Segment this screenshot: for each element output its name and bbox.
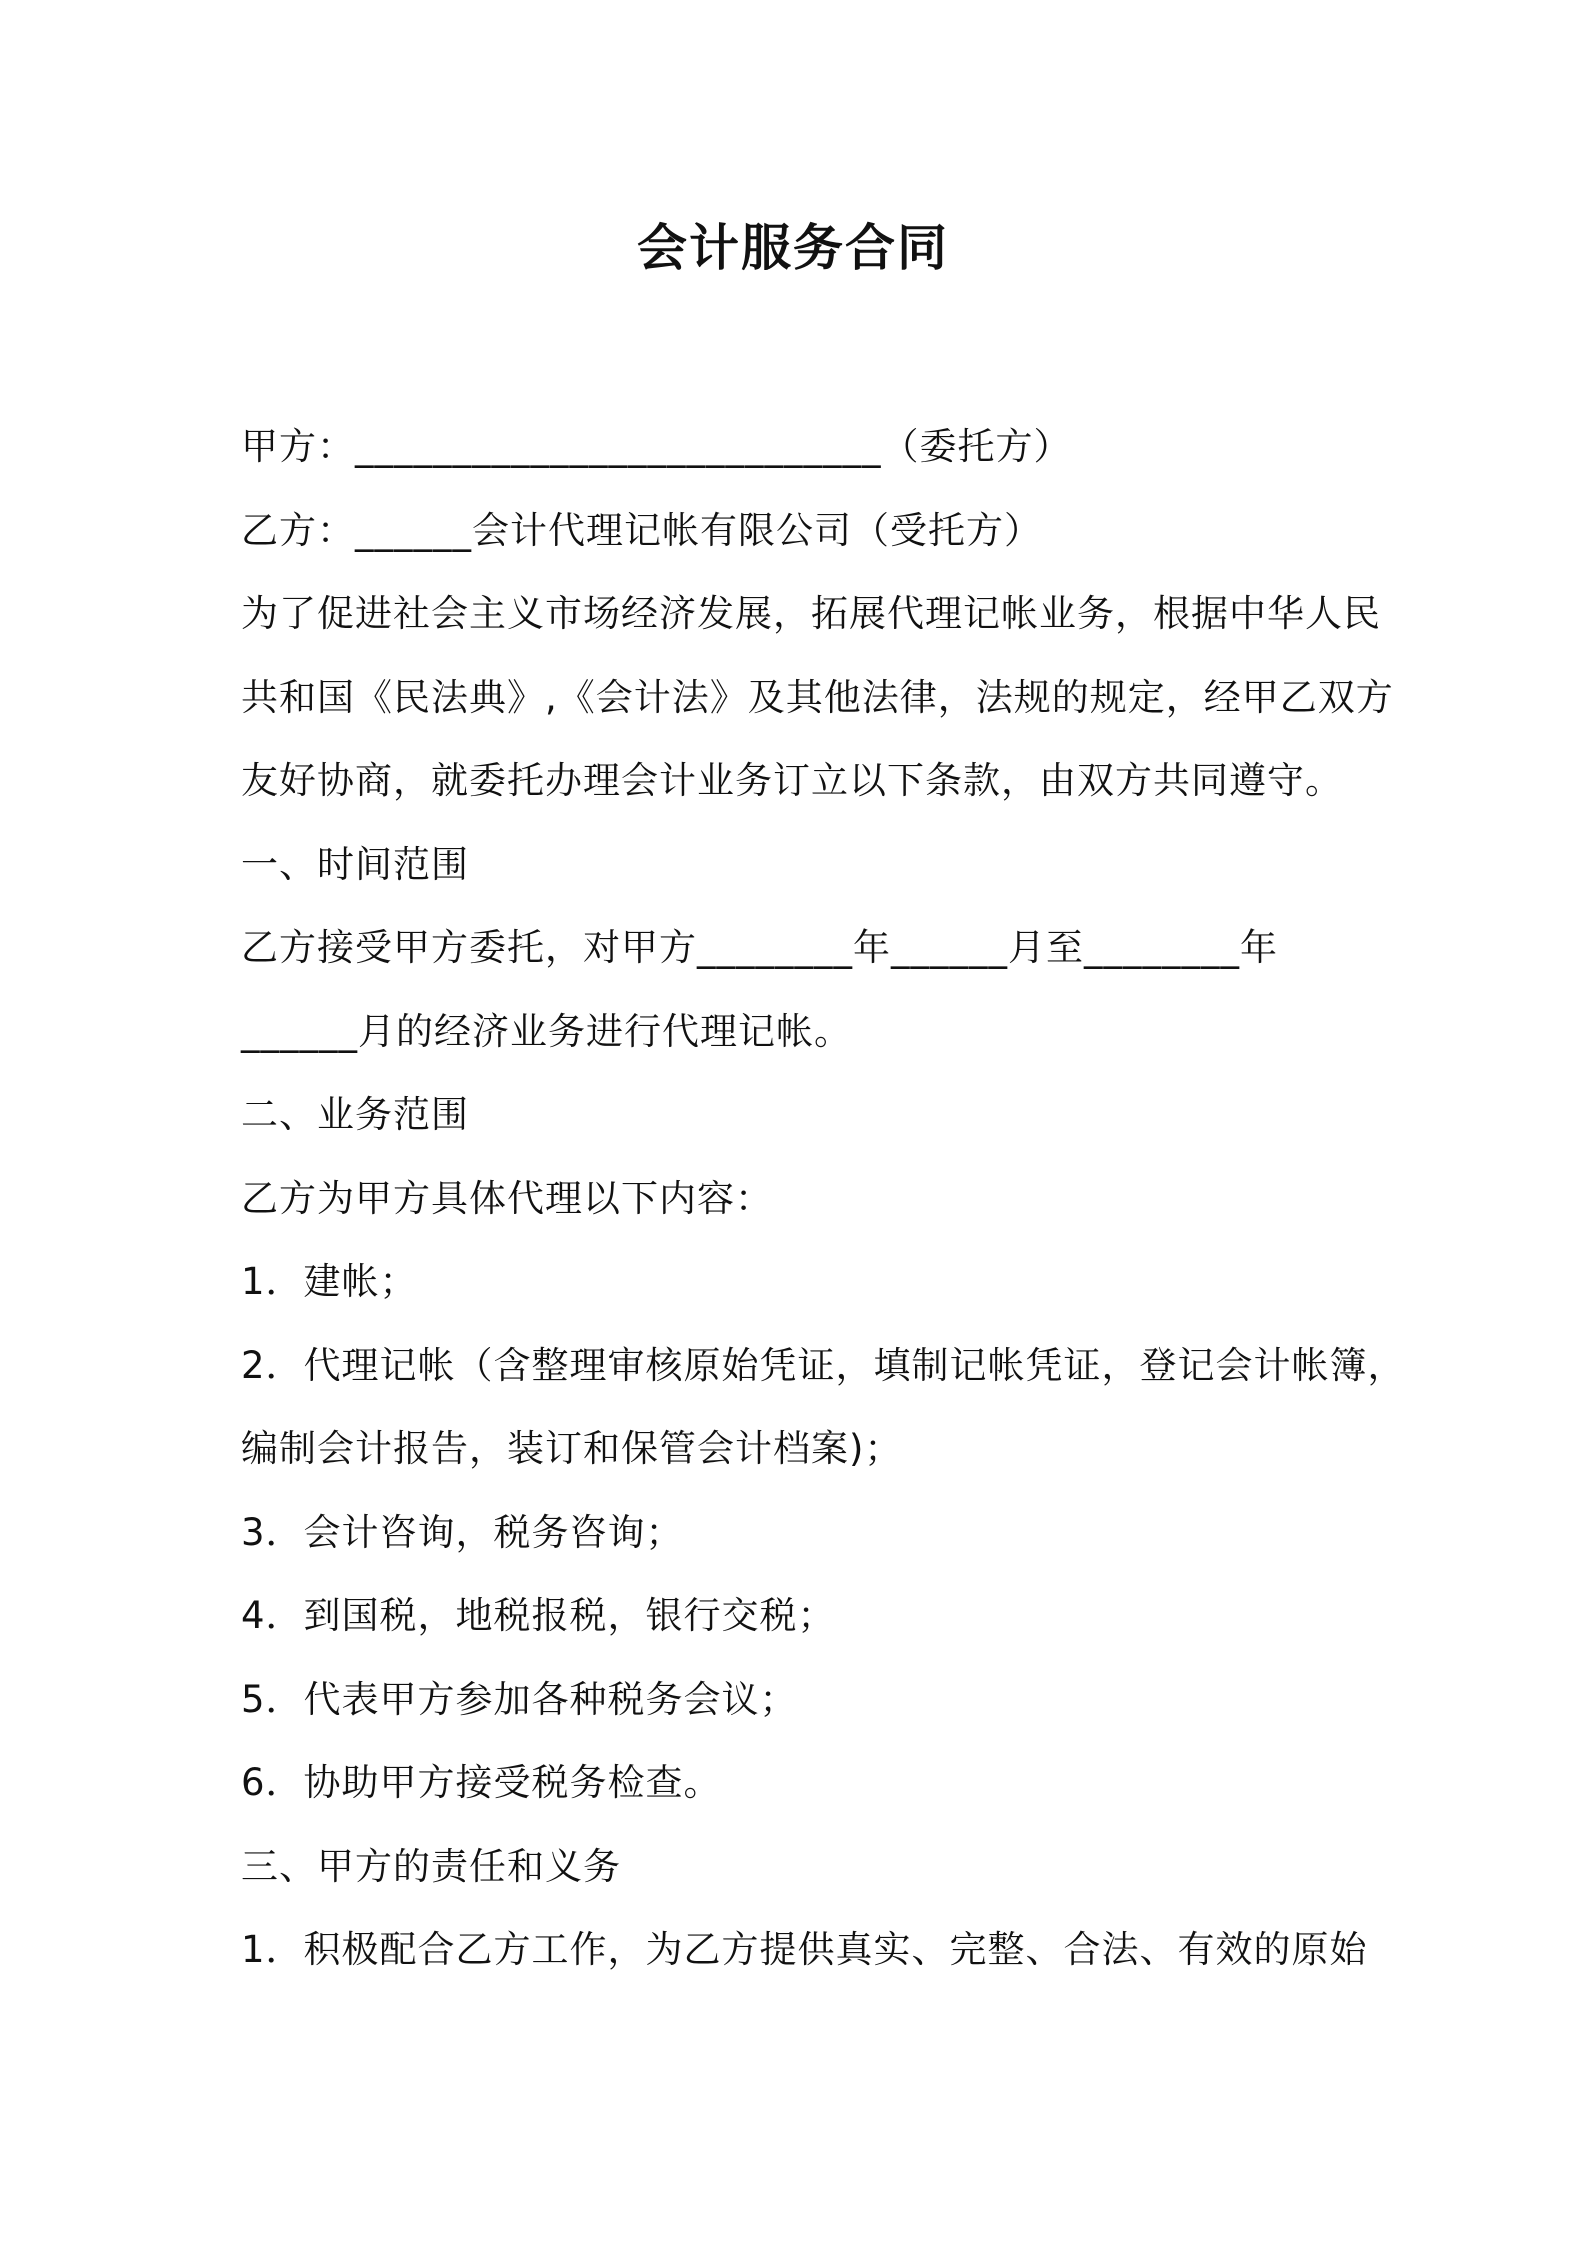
preamble-line: 友好协商，就委托办理会计业务订立以下条款，由双方共同遵守。 (241, 759, 1343, 802)
list-item: 3．会计咨询，税务咨询； (241, 1510, 684, 1554)
section-heading-business-scope: 二、业务范围 (241, 1093, 469, 1136)
list-item-continuation: 编制会计报告，装订和保管会计档案)； (241, 1427, 903, 1470)
document-body (241, 405, 1406, 1992)
list-item: 1．建帐； (241, 1260, 418, 1303)
list-item: 5．代表甲方参加各种税务会议； (241, 1677, 798, 1721)
preamble-line: 为了促进社会主义市场经济发展，拓展代理记帐业务，根据中华人民 (241, 592, 1381, 635)
party-a-line: 甲方：___________________________（委托方） (241, 425, 1072, 468)
body-line: 乙方为甲方具体代理以下内容： (241, 1176, 773, 1220)
list-item: 2．代理记帐（含整理审核原始凭证，填制记帐凭证，登记会计帐簿， (241, 1343, 1406, 1387)
body-line: 乙方接受甲方委托，对甲方________年______月至________年 (241, 926, 1278, 969)
document-title: 会计服务合同 (637, 219, 949, 277)
section-heading-party-a-duties: 三、甲方的责任和义务 (241, 1844, 621, 1888)
list-item: 4．到国税，地税报税，银行交税； (241, 1594, 836, 1637)
party-b-line: 乙方：______会计代理记帐有限公司（受托方） (241, 508, 1042, 552)
list-item: 6．协助甲方接受税务检查。 (241, 1761, 722, 1804)
preamble-line: 共和国《民法典》,《会计法》及其他法律，法规的规定，经甲乙双方 (241, 675, 1394, 719)
body-line: ______月的经济业务进行代理记帐。 (241, 1009, 852, 1053)
list-item: 1．积极配合乙方工作，为乙方提供真实、完整、合法、有效的原始 (241, 1928, 1368, 1971)
section-heading-time-scope: 一、时间范围 (241, 842, 469, 886)
